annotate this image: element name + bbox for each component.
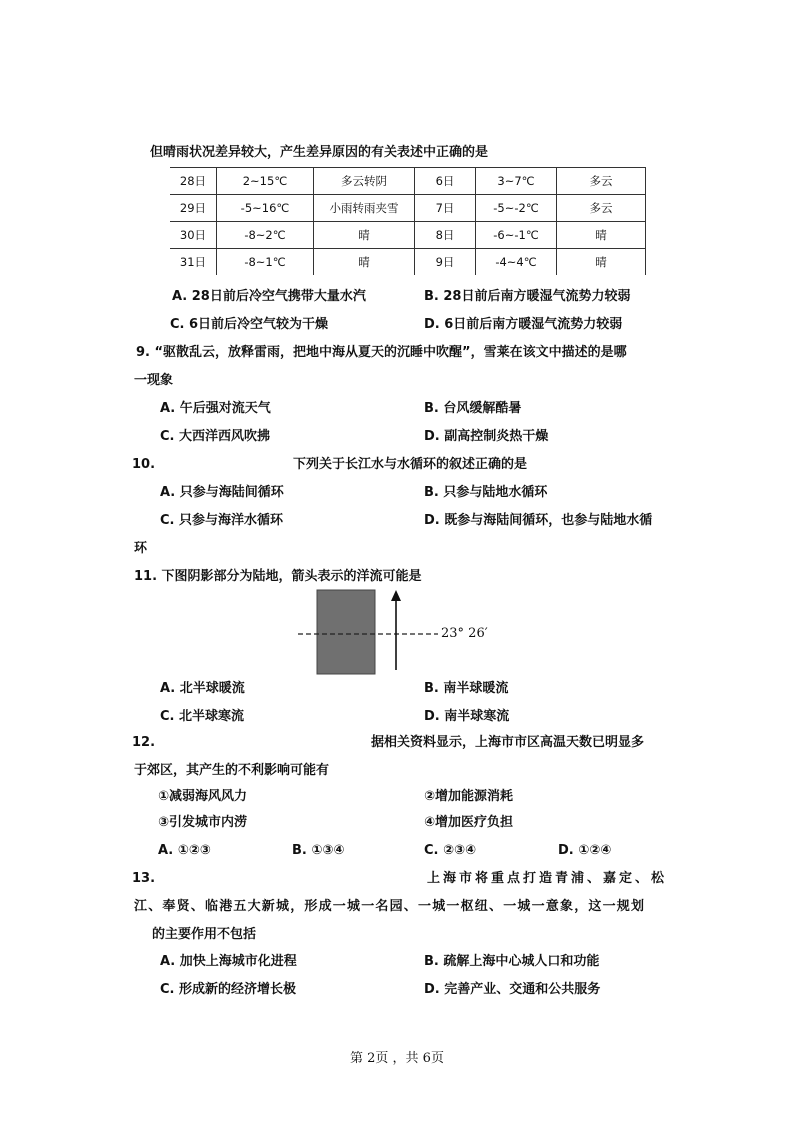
cell-date: 30日 <box>170 222 217 249</box>
q13-option-c: C. 形成新的经济增长极 <box>160 982 297 997</box>
q10-option-b: B. 只参与陆地水循环 <box>424 485 548 500</box>
q13-number: 13. <box>132 871 156 886</box>
table-row <box>170 249 646 276</box>
cell-temp-range: -8~1℃ <box>217 249 314 276</box>
cell-date: 6日 <box>415 168 476 195</box>
q13-option-d: D. 完善产业、交通和公共服务 <box>424 982 601 997</box>
ocean-current-diagram <box>290 586 550 676</box>
q9-stem: 9. “驱散乱云，放释雷雨，把地中海从夏天的沉睡中吹醒”，雪莱在该文中描述的是哪 <box>136 345 627 360</box>
weather-table <box>170 167 646 275</box>
q11-option-b: B. 南半球暖流 <box>424 681 509 696</box>
arrow-up-icon <box>391 590 401 601</box>
q8-option-b: B. 28日前后南方暖湿气流势力较弱 <box>424 289 631 304</box>
q9-option-b: B. 台风缓解酷暑 <box>424 401 522 416</box>
q12-statement-1: ①减弱海风风力 <box>158 789 248 804</box>
cell-date: 29日 <box>170 195 217 222</box>
cell-date: 8日 <box>415 222 476 249</box>
q12-statement-3: ③引发城市内涝 <box>158 815 248 830</box>
q9-option-c: C. 大西洋西风吹拂 <box>160 429 271 444</box>
cell-weather: 多云 <box>557 168 646 195</box>
question-intro: 但晴雨状况差异较大，产生差异原因的有关表述中正确的是 <box>150 145 489 160</box>
cell-date: 28日 <box>170 168 217 195</box>
q12-option-a: A. ①②③ <box>158 843 211 858</box>
q8-option-d: D. 6日前后南方暖湿气流势力较弱 <box>424 317 623 332</box>
q11-option-c: C. 北半球寒流 <box>160 709 245 724</box>
cell-weather: 晴 <box>314 222 415 249</box>
q13-stem: 上海市将重点打造青浦、嘉定、松 <box>427 871 668 886</box>
cell-weather: 晴 <box>557 222 646 249</box>
q8-option-c: C. 6日前后冷空气较为干燥 <box>170 317 329 332</box>
q13-option-a: A. 加快上海城市化进程 <box>160 954 297 969</box>
q11-stem: 11. 下图阴影部分为陆地，箭头表示的洋流可能是 <box>134 569 422 584</box>
q12-number: 12. <box>132 735 156 750</box>
q13-stem-cont-2: 的主要作用不包括 <box>152 927 257 942</box>
cell-weather: 晴 <box>314 249 415 276</box>
q10-option-a: A. 只参与海陆间循环 <box>160 485 284 500</box>
table-row <box>170 195 646 222</box>
q12-option-d: D. ①②④ <box>558 843 612 858</box>
q10-option-c: C. 只参与海洋水循环 <box>160 513 284 528</box>
q10-option-d: D. 既参与海陆间循环，也参与陆地水循 <box>424 513 653 528</box>
q9-option-a: A. 午后强对流天气 <box>160 401 271 416</box>
cell-weather: 多云 <box>557 195 646 222</box>
cell-weather: 多云转阴 <box>314 168 415 195</box>
page-footer: 第 2页 ，共 6页 <box>350 1051 444 1066</box>
q11-option-a: A. 北半球暖流 <box>160 681 245 696</box>
q12-stem: 据相关资料显示，上海市市区高温天数已明显多 <box>371 735 645 750</box>
cell-temp-range: -5~16℃ <box>217 195 314 222</box>
cell-weather: 小雨转雨夹雪 <box>314 195 415 222</box>
cell-weather: 晴 <box>557 249 646 276</box>
table-row <box>170 168 646 195</box>
cell-temp-range: 3~7℃ <box>476 168 557 195</box>
q12-option-c: C. ②③④ <box>424 843 477 858</box>
q9-stem-cont: 一现象 <box>134 373 174 388</box>
q12-statement-2: ②增加能源消耗 <box>424 789 514 804</box>
table-row <box>170 222 646 249</box>
q12-stem-cont: 于郊区，其产生的不利影响可能有 <box>134 763 330 778</box>
cell-date: 31日 <box>170 249 217 276</box>
q12-statement-4: ④增加医疗负担 <box>424 815 514 830</box>
q8-option-a: A. 28日前后冷空气携带大量水汽 <box>172 289 366 304</box>
q13-stem-cont: 江、奉贤、临港五大新城，形成一城一名园、一城一枢纽、一城一意象，这一规划 <box>134 899 646 914</box>
q13-option-b: B. 疏解上海中心城人口和功能 <box>424 954 600 969</box>
cell-temp-range: 2~15℃ <box>217 168 314 195</box>
q10-stem: 下列关于长江水与水循环的叙述正确的是 <box>293 457 528 472</box>
q10-number: 10. <box>132 457 156 472</box>
q9-option-d: D. 副高控制炎热干燥 <box>424 429 549 444</box>
latitude-label: 23° 26′ <box>441 626 488 641</box>
cell-date: 7日 <box>415 195 476 222</box>
cell-date: 9日 <box>415 249 476 276</box>
cell-temp-range: -4~4℃ <box>476 249 557 276</box>
q11-option-d: D. 南半球寒流 <box>424 709 510 724</box>
land-shading <box>317 590 375 674</box>
cell-temp-range: -6~-1℃ <box>476 222 557 249</box>
q12-option-b: B. ①③④ <box>292 843 345 858</box>
cell-temp-range: -5~-2℃ <box>476 195 557 222</box>
cell-temp-range: -8~2℃ <box>217 222 314 249</box>
q10-option-d-cont: 环 <box>134 541 148 556</box>
